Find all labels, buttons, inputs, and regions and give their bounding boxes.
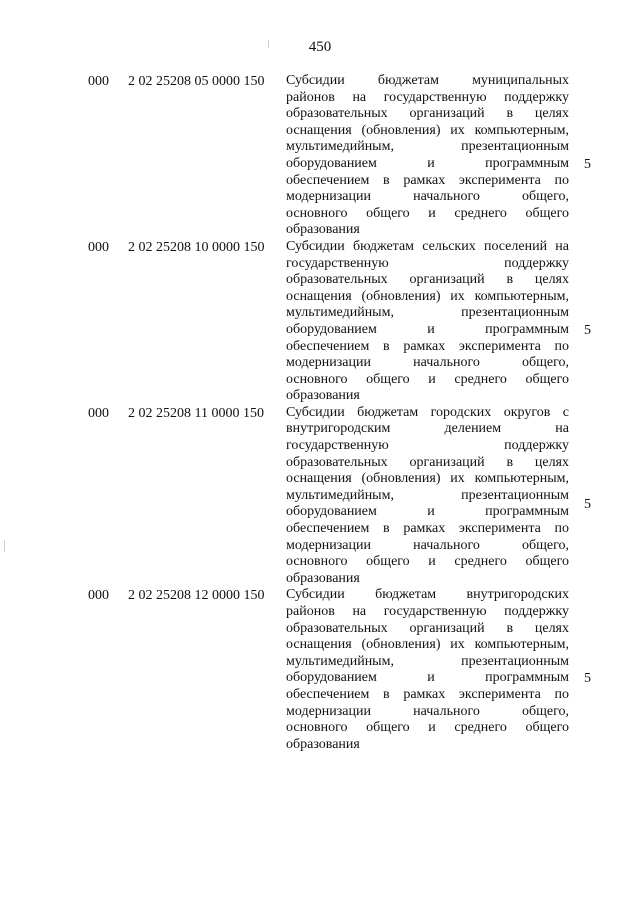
admin-code: 000 — [88, 74, 109, 89]
budget-classification-code: 2 02 25208 11 0000 150 — [128, 405, 264, 421]
budget-classification-code: 2 02 25208 05 0000 150 — [128, 74, 265, 89]
table-row — [0, 587, 640, 753]
amount-value: 5 — [584, 157, 591, 172]
table-row — [0, 405, 640, 588]
description-line: основного общего и среднего общего — [286, 205, 569, 221]
amount-value: 5 — [584, 671, 591, 687]
description-line: модернизации начального общего, — [286, 355, 569, 371]
description-line: модернизации начального общего, — [286, 703, 569, 719]
description-line: Субсидии бюджетам внутригородских — [286, 587, 569, 603]
budget-classification-code: 2 02 25208 10 0000 150 — [128, 239, 265, 255]
description-line: внутригородским делением на — [286, 421, 569, 437]
description-line: мультимедийным, презентационным — [286, 305, 569, 321]
table-row — [0, 239, 640, 405]
amount-value: 5 — [584, 322, 591, 338]
description-line: Субсидии бюджетам городских округов с — [286, 404, 569, 420]
description-line: государственную поддержку — [286, 255, 569, 271]
description-line: районов на государственную поддержку — [286, 604, 569, 619]
admin-code: 000 — [88, 239, 109, 255]
income-description — [286, 587, 569, 753]
description-line: оборудованием и программным — [286, 504, 569, 520]
description-line: образования — [286, 222, 360, 238]
income-description — [286, 239, 569, 405]
description-line: оборудованием и программным — [286, 321, 569, 337]
description-line: районов на государственную поддержку — [286, 89, 569, 105]
budget-classification-code: 2 02 25208 12 0000 150 — [128, 588, 265, 604]
description-line: образовательных организаций в целях — [286, 106, 569, 122]
description-line: Субсидии бюджетам муниципальных — [286, 73, 569, 88]
description-line: мультимедийным, презентационным — [286, 487, 569, 503]
description-line: оборудованием и программным — [286, 670, 569, 686]
description-line: основного общего и среднего общего — [286, 554, 569, 570]
description-line: образовательных организаций в целях — [286, 454, 569, 470]
description-line: обеспечением в рамках эксперимента по — [286, 521, 569, 537]
description-line: мультимедийным, презентационным — [286, 653, 569, 669]
description-line: образования — [286, 388, 360, 404]
description-line: оснащения (обновления) их компьютерным, — [286, 471, 569, 487]
description-line: образовательных организаций в целях — [286, 272, 569, 288]
description-line: основного общего и среднего общего — [286, 720, 569, 736]
description-line: модернизации начального общего, — [286, 189, 569, 205]
description-line: государственную поддержку — [286, 438, 569, 454]
page-number: 450 — [308, 39, 332, 55]
description-line: Субсидии бюджетам сельских поселений на — [286, 238, 569, 254]
description-line: основного общего и среднего общего — [286, 371, 569, 387]
amount-value: 5 — [584, 497, 591, 513]
description-line: обеспечением в рамках эксперимента по — [286, 338, 569, 354]
description-line: оснащения (обновления) их компьютерным, — [286, 288, 569, 304]
description-line: оснащения (обновления) их компьютерным, — [286, 637, 569, 653]
description-line: образовательных организаций в целях — [286, 620, 569, 636]
description-line: образования — [286, 570, 360, 586]
description-line: оборудованием и программным — [286, 155, 569, 171]
admin-code: 000 — [88, 405, 109, 421]
admin-code: 000 — [88, 588, 109, 604]
income-description — [286, 73, 569, 239]
description-line: оснащения (обновления) их компьютерным, — [286, 122, 569, 138]
description-line: обеспечением в рамках эксперимента по — [286, 172, 569, 188]
description-line: модернизации начального общего, — [286, 537, 569, 553]
table-row — [0, 73, 640, 239]
income-description — [286, 405, 569, 588]
revenue-code-table — [0, 73, 640, 753]
description-line: обеспечением в рамках эксперимента по — [286, 686, 569, 702]
description-line: образования — [286, 736, 360, 752]
description-line: мультимедийным, презентационным — [286, 139, 569, 155]
